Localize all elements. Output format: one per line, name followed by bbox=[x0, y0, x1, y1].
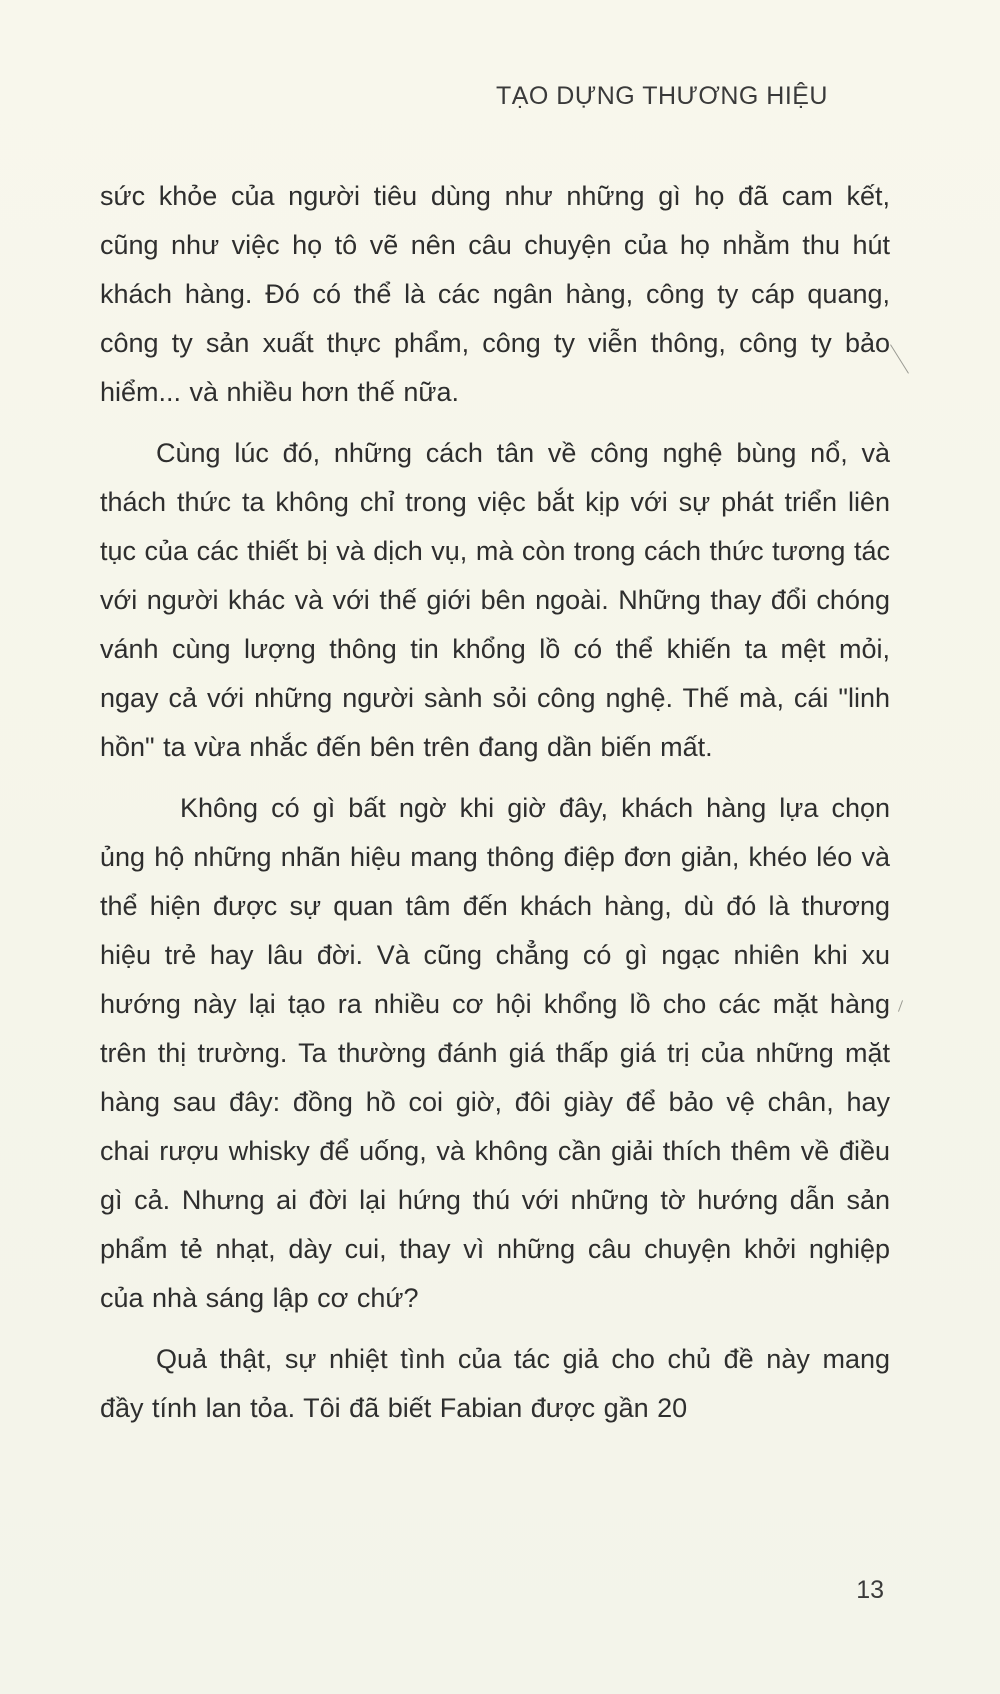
page-number: 13 bbox=[856, 1576, 884, 1604]
paragraph: Quả thật, sự nhiệt tình của tác giả cho chủ đề này mang đầy tính lan tỏa. Tôi đã biết Fabian được gần 20 bbox=[100, 1344, 890, 1423]
paragraph-continuation: sức khỏe của người tiêu dùng như những gì họ đã cam kết, cũng như việc họ tô vẽ nên câu chuyện của họ nhằm thu hút khách hàng. Đó có thể là các ngân hàng, công ty cáp quang, công ty sản xuất thực phẩm, công ty viễn thông, công ty bảo hiểm... và nhiều hơn thế nữa. bbox=[100, 181, 890, 407]
margin-pen-mark bbox=[898, 1000, 903, 1012]
running-header: TẠO DỰNG THƯƠNG HIỆU bbox=[495, 82, 828, 110]
body-text bbox=[100, 172, 890, 1445]
margin-pen-mark bbox=[890, 344, 909, 373]
paragraph: Không có gì bất ngờ khi giờ đây, khách hàng lựa chọn ủng hộ những nhãn hiệu mang thông điệp đơn giản, khéo léo và thể hiện được sự quan tâm đến khách hàng, dù đó là thương hiệu trẻ hay lâu đời. Và cũng chẳng có gì ngạc nhiên khi xu hướng này lại tạo ra nhiều cơ hội khổng lồ cho các mặt hàng trên thị trường. Ta thường đánh giá thấp giá trị của những mặt hàng sau đây: đồng hồ coi giờ, đôi giày để bảo vệ chân, hay chai rượu whisky để uống, và không cần giải thích thêm về điều gì cả. Nhưng ai đời lại hứng thú với những tờ hướng dẫn sản phẩm tẻ nhạt, dày cui, thay vì những câu chuyện khởi nghiệp của nhà sáng lập cơ chứ? bbox=[100, 793, 890, 1313]
paragraph: Cùng lúc đó, những cách tân về công nghệ bùng nổ, và thách thức ta không chỉ trong việc bắt kịp với sự phát triển liên tục của các thiết bị và dịch vụ, mà còn trong cách thức tương tác với người khác và với thế giới bên ngoài. Những thay đổi chóng vánh cùng lượng thông tin khổng lồ có thể khiến ta mệt mỏi, ngay cả với những người sành sỏi công nghệ. Thế mà, cái "linh hồn" ta vừa nhắc đến bên trên đang dần biến mất. bbox=[100, 438, 890, 762]
